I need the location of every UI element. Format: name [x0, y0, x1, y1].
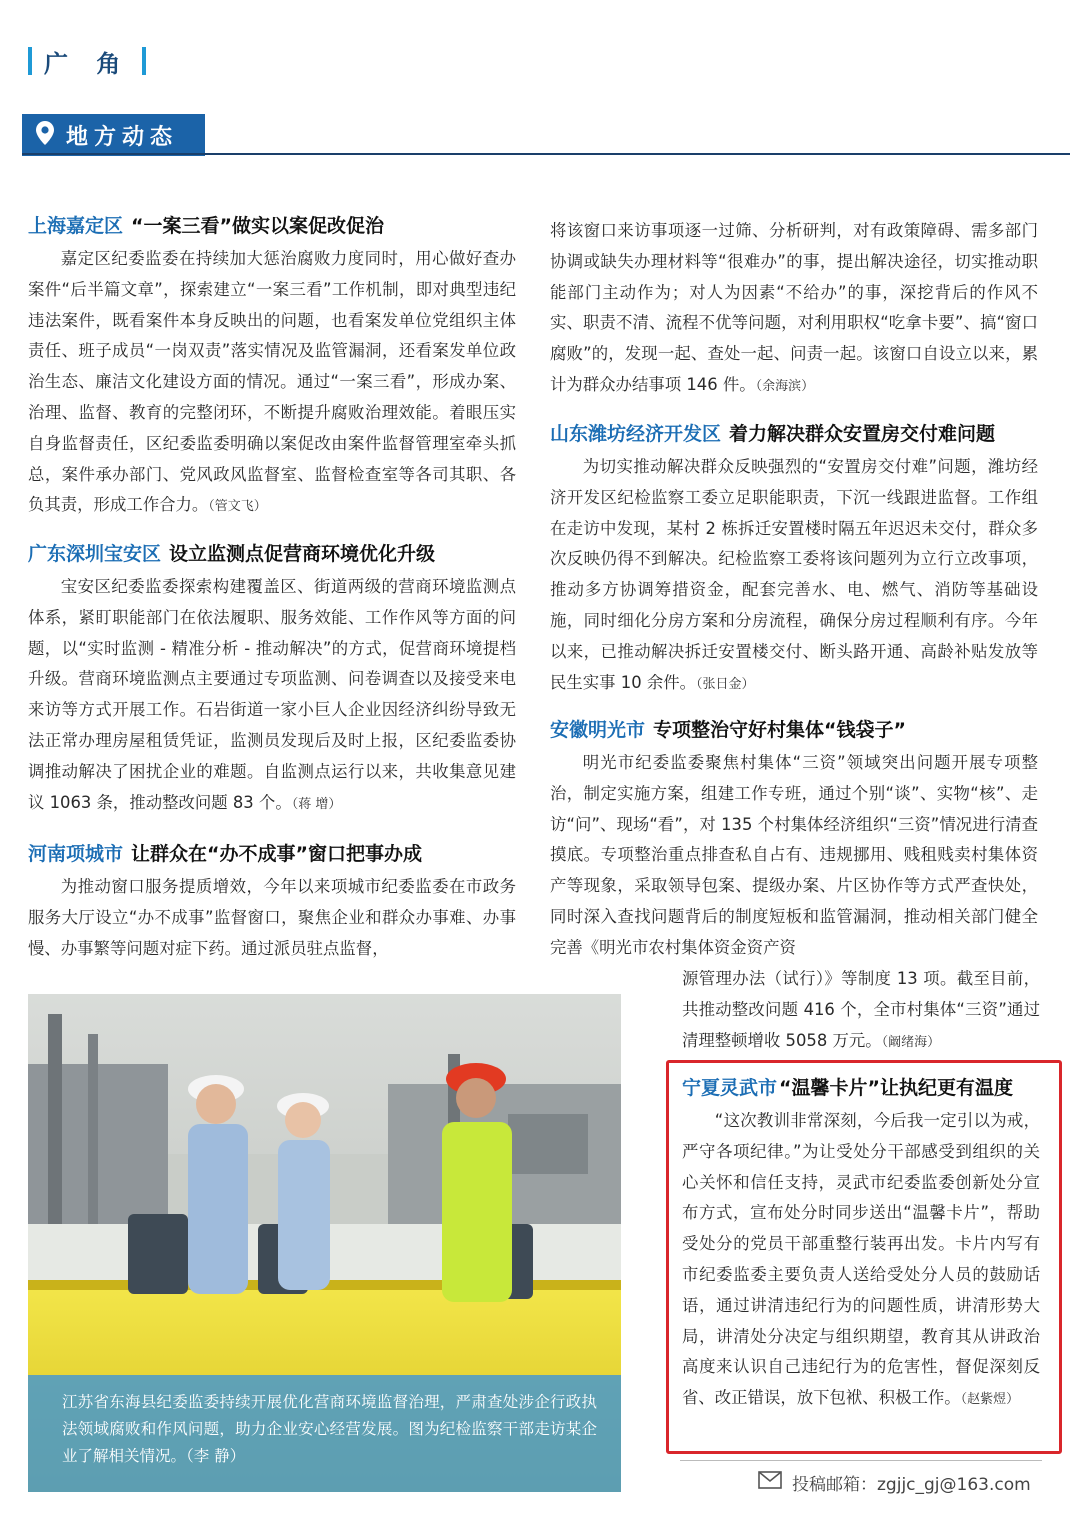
article-mingguang-continued	[682, 964, 1040, 1058]
article-place: 安徽明光市	[550, 719, 646, 741]
section-title: 广 角	[44, 49, 131, 78]
article-place: 广东深圳宝安区	[28, 543, 162, 565]
article-author: （阚绪海）	[881, 1034, 941, 1050]
article-place: 上海嘉定区	[28, 215, 124, 237]
article-lingwu	[682, 1074, 1040, 1416]
article-headline: 让群众在“办不成事”窗口把事办成	[131, 843, 422, 865]
submission-footer	[758, 1470, 1031, 1495]
article-body: 明光市纪委监委聚焦村集体“三资”领域突出问题开展专项整治，制定实施方案，组建工作专班，通过个别“谈”、实物“核”、走访“问”、现场“看”，对 135 个村集体经济组织“三资”情况进行清查摸底。专项整治重点排查私自占有、违规挪用、贱租贱卖村集体资产等现象，采取领导包案、提级办案、片区协作等方式严查快处，同时深入查找问题背后的制度短板和监管漏洞，推动相关部门健全完善《明光市农村集体资金资产资	[550, 753, 1038, 957]
banner-divider	[22, 153, 1070, 155]
article-title	[28, 840, 516, 868]
section-tag	[28, 44, 146, 78]
tag-bar-right	[142, 47, 146, 75]
article-body-continued: 源管理办法（试行）》等制度 13 项。截至目前，共推动整改问题 416 个，全市村集体“三资”通过清理整顿增收 5058 万元。（阚绪海）	[682, 969, 1040, 1050]
article-body: 宝安区纪委监委探索构建覆盖区、街道两级的营商环境监测点体系，紧盯职能部门在依法履职、服务效能、工作作风等方面的问题，以“实时监测 - 精准分析 - 推动解决”的方式，促营商环境提档升级。营商环境监测点主要通过专项监测、问卷调查以及接受来电来访等方式开展工作。石岩街道一家小巨人企业因经济纠纷导致无法正常办理房屋租赁凭证，监测员发现后及时上报，区纪委监委协调推动解决了困扰企业的难题。自监测点运行以来，共收集意见建议 1063 条，推动整改问题 83 个。（蒋 增）	[28, 577, 516, 812]
article-headline: 着力解决群众安置房交付难问题	[729, 423, 996, 445]
footer-email[interactable]: zgjjc_gj@163.com	[877, 1475, 1031, 1495]
article-mingguang	[550, 716, 1038, 964]
article-body: 为推动窗口服务提质增效，今年以来项城市纪委监委在市政务服务大厅设立“办不成事”监督窗口，聚焦企业和群众办事难、办事慢、办事繁等问题对症下药。通过派员驻点监督，	[28, 877, 516, 958]
article-body: 嘉定区纪委监委在持续加大惩治腐败力度同时，用心做好查办案件“后半篇文章”，探索建立“一案三看”工作机制，即对典型违纪违法案件，既看案件本身反映出的问题，也看案发单位党组织主体责任、班子成员“一岗双责”落实情况及监管漏洞，还看案发单位政治生态、廉洁文化建设方面的情况。通过“一案三看”，形成办案、治理、监督、教育的完整闭环，不断提升腐败治理效能。着眼压实自身监督责任，区纪委监委明确以案促改由案件监督管理室牵头抓总，案件承办部门、党风政风监督室、监督检查室等各司其职、各负其责，形成工作合力。（管文飞）	[28, 249, 516, 515]
article-headline: 设立监测点促营商环境优化升级	[169, 543, 436, 565]
article-title	[550, 716, 1038, 744]
article-place: 山东潍坊经济开发区	[550, 423, 722, 445]
banner-title: 地方动态	[66, 124, 179, 150]
article-headline: “温馨卡片”让执纪更有温度	[779, 1077, 1013, 1099]
tag-bar-left	[28, 47, 32, 75]
article-title	[28, 212, 516, 240]
article-shenzhen	[28, 540, 516, 820]
article-title	[550, 420, 1038, 448]
location-pin-icon	[36, 121, 54, 149]
article-body: “这次教训非常深刻，今后我一定引以为戒，严守各项纪律。”为让受处分干部感受到组织的关心关怀和信任支持，灵武市纪委监委创新处分宣布方式，宣布处分时同步送出“温馨卡片”，帮助受处分的党员干部重整行装再出发。卡片内写有市纪委监委主要负责人送给受处分人员的鼓励话语，通过讲清违纪行为的问题性质，讲清形势大局，讲清处分决定与组织期望，教育其从讲政治高度来认识自己违纪行为的危害性，督促深刻反省、改正错误，放下包袱、积极工作。（赵紫煜）	[682, 1111, 1040, 1408]
article-title	[682, 1074, 1040, 1102]
banner	[22, 114, 205, 156]
article-place: 河南项城市	[28, 843, 124, 865]
article-xiangcheng-continued	[550, 216, 1038, 403]
footer-divider	[680, 1460, 1042, 1461]
article-author: （余海滨）	[755, 378, 815, 394]
article-author: （张日金）	[696, 676, 755, 692]
article-author: （管文飞）	[208, 499, 267, 515]
article-title	[28, 540, 516, 568]
article-xiangcheng	[28, 840, 516, 964]
article-weifang	[550, 420, 1038, 700]
caption-author: （李 静）	[186, 1447, 246, 1465]
article-headline: 专项整治守好村集体“钱袋子”	[653, 719, 906, 741]
article-shanghai	[28, 212, 516, 523]
article-author: （蒋 增）	[291, 796, 342, 812]
envelope-icon	[758, 1471, 782, 1494]
footer-label: 投稿邮箱：	[792, 1475, 877, 1495]
article-author: （赵紫煜）	[960, 1392, 1020, 1408]
article-body: 为切实推动解决群众反映强烈的“安置房交付难”问题，潍坊经济开发区纪检监察工委立足职能职责，下沉一线跟进监督。工作组在走访中发现，某村 2 栋拆迁安置楼时隔五年迟迟未交付，群众多次反映仍得不到解决。纪检监察工委将该问题列为立行立改事项，推动多方协调筹措资金，配套完善水、电、燃气、消防等基础设施，同时细化分房方案和分房流程，确保分房过程顺利有序。今年以来，已推动解决拆迁安置楼交付、断头路开通、高龄补贴发放等民生实事 10 余件。（张日金）	[550, 457, 1038, 692]
article-place: 宁夏灵武市	[682, 1077, 778, 1099]
article-body-continued: 将该窗口来访事项逐一过筛、分析研判，对有政策障碍、需多部门协调或缺失办理材料等“很难办”的事，提出解决途径，切实推动职能部门主动作为；对人为因素“不给办”的事，深挖背后的作风不实、职责不清、流程不优等问题，对利用职权“吃拿卡要”、搞“窗口腐败”的，发现一起、查处一起、问责一起。该窗口自设立以来，累计为群众办结事项 146 件。（余海滨）	[550, 221, 1038, 394]
photo-caption: 江苏省东海县纪委监委持续开展优化营商环境监督治理，严肃查处涉企行政执法领域腐败和作风问题，助力企业安心经营发展。图为纪检监察干部走访某企业了解相关情况。（李 静）	[28, 1375, 621, 1492]
article-headline: “一案三看”做实以案促改促治	[131, 215, 384, 237]
